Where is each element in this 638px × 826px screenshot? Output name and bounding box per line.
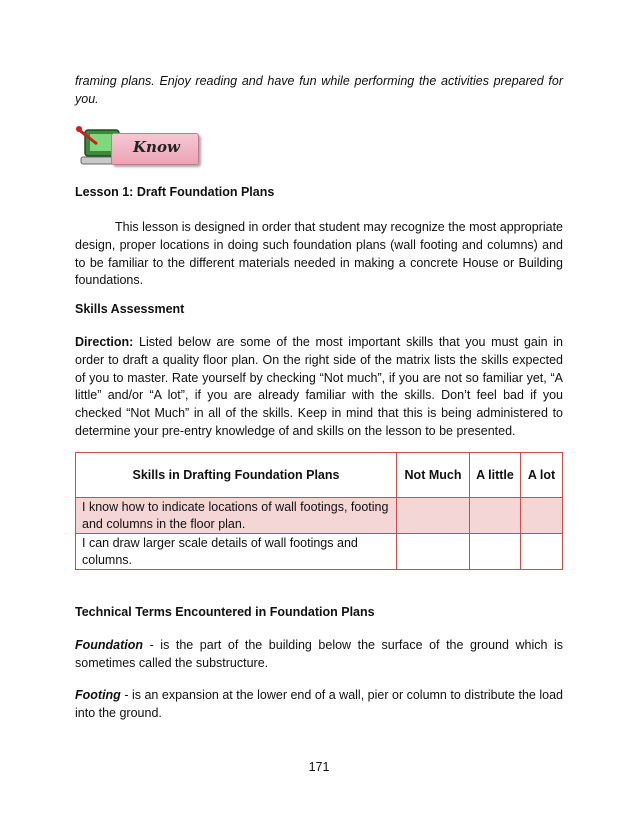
col-header-skills: Skills in Drafting Foundation Plans [76, 453, 397, 498]
skills-matrix [75, 452, 563, 570]
col-header-not-much: Not Much [397, 453, 470, 498]
term-definition: - is the part of the building below the surface of the ground which is sometimes called the substructure. [75, 638, 563, 670]
direction-text: Listed below are some of the most important skills that you must gain in order to draft a quality floor plan. On the right side of the matrix lists the skills expected of you to master. Rate yourself by checking “Not much”, if you are not so familiar yet, “A little” and/or “A lot”, if you are already familiar with the skills. Don’t feel bad if you checked “Not Much” in all of the skills. Keep in mind that this is being administered to determine your pre-entry knowledge of and skills on the lesson to be presented. [75, 335, 563, 438]
a-little-check-cell[interactable] [470, 498, 521, 534]
terms-heading: Technical Terms Encountered in Foundation Plans [75, 605, 375, 619]
know-label: Know [133, 138, 180, 156]
page-number: 171 [308, 760, 330, 774]
term-footing [75, 687, 563, 723]
table-row [76, 498, 563, 534]
direction-label: Direction: [75, 335, 134, 349]
term-label: Footing [75, 688, 121, 702]
a-little-check-cell[interactable] [470, 534, 521, 570]
direction-paragraph [75, 334, 563, 441]
not-much-check-cell[interactable] [397, 498, 470, 534]
a-lot-check-cell[interactable] [521, 498, 563, 534]
term-label: Foundation [75, 638, 144, 652]
intro-paragraph: framing plans. Enjoy reading and have fun while performing the activities prepared for you. [75, 74, 563, 106]
term-foundation [75, 637, 563, 673]
skills-heading: Skills Assessment [75, 302, 185, 316]
table-row [76, 534, 563, 570]
lesson-paragraph: This lesson is designed in order that student may recognize the most appropriate design, proper locations in doing such foundation plans (wall footing and columns) and to be familiar to the different materials needed in making a concrete House or Building foundations. [75, 220, 563, 288]
col-header-a-little: A little [470, 453, 521, 498]
table-header-row [76, 453, 563, 498]
col-header-a-lot: A lot [521, 453, 563, 498]
lesson-heading: Lesson 1: Draft Foundation Plans [75, 185, 275, 199]
not-much-check-cell[interactable] [397, 534, 470, 570]
term-definition: - is an expansion at the lower end of a wall, pier or column to distribute the load into the ground. [75, 688, 563, 720]
a-lot-check-cell[interactable] [521, 534, 563, 570]
skill-cell: I can draw larger scale details of wall footings and columns. [76, 534, 397, 570]
skill-cell: I know how to indicate locations of wall footings, footing and columns in the floor plan. [76, 498, 397, 534]
know-badge [75, 124, 200, 166]
